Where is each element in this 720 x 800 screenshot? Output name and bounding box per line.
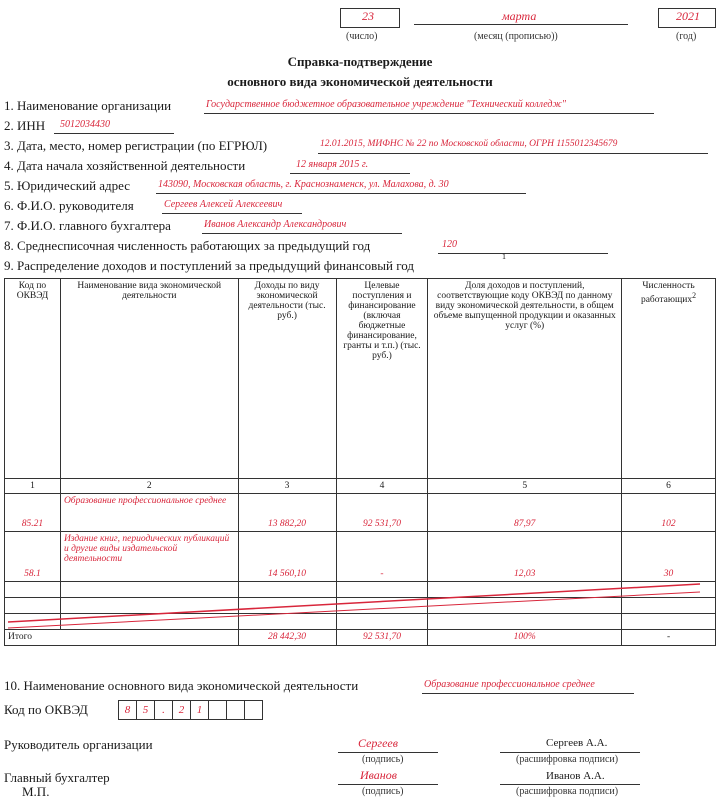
head-label: Руководитель организации: [4, 737, 153, 752]
okved-cell: 8: [118, 700, 137, 720]
header-income: Доходы по виду экономической деятельности (тыс. руб.): [238, 279, 336, 479]
day-value: 23: [362, 9, 374, 23]
accountant-decode-line: [500, 784, 640, 785]
okved-cell: [208, 700, 227, 720]
okved-cell: .: [154, 700, 173, 720]
field-1-label: 1. Наименование организации: [4, 98, 172, 113]
col-number: 3: [238, 479, 336, 494]
okved-cell: 2: [172, 700, 191, 720]
row-staff: 30: [622, 532, 716, 582]
stamp-label: М.П.: [22, 784, 50, 799]
accountant-label: Главный бухгалтер: [4, 770, 110, 785]
field-2-label: 2. ИНН: [4, 118, 46, 133]
row-share: 12,03: [428, 532, 622, 582]
row-target: -: [336, 532, 428, 582]
section-10-value: Образование профессиональное среднее: [424, 679, 595, 690]
col-number: 6: [622, 479, 716, 494]
field-7-value: Иванов Александр Александрович: [204, 219, 347, 230]
row-code: 58.1: [5, 532, 61, 582]
field-5-value: 143090, Московская область, г. Краснознаменск, ул. Малахова, д. 30: [158, 179, 449, 190]
page-title-line2: основного вида экономической деятельности: [227, 74, 493, 89]
field-5-label: 5. Юридический адрес: [4, 178, 131, 193]
field-6-label: 6. Ф.И.О. руководителя: [4, 198, 134, 213]
field-4-label: 4. Дата начала хозяйственной деятельности: [4, 158, 246, 173]
total-share: 100%: [428, 630, 622, 646]
year-caption: (год): [676, 31, 697, 42]
month-value: марта: [502, 9, 537, 23]
field-1-value: Государственное бюджетное образовательное учреждение "Технический колледж": [206, 99, 566, 110]
row-income: 14 560,10: [238, 532, 336, 582]
header-target: Целевые поступления и финансирование (включая бюджетные финансирование, гранты и т.п.) (тыс. руб.): [336, 279, 428, 479]
field-2-value: 5012034430: [60, 119, 110, 130]
okved-cell: [244, 700, 263, 720]
row-target: 92 531,70: [336, 494, 428, 532]
row-code: 85.21: [5, 494, 61, 532]
total-target: 92 531,70: [336, 630, 428, 646]
col-number: 2: [60, 479, 238, 494]
field-4-value: 12 января 2015 г.: [296, 159, 369, 170]
head-sign-line: [338, 752, 438, 753]
col-number: 1: [5, 479, 61, 494]
accountant-signature: Иванов: [360, 768, 397, 782]
section-9-label: 9. Распределение доходов и поступлений за предыдущий финансовый год: [4, 258, 414, 273]
field-6-value: Сергеев Алексей Алексеевич: [164, 199, 283, 210]
head-decode-line: [500, 752, 640, 753]
header-staff-footnote: 2: [692, 291, 697, 300]
row-staff: 102: [622, 494, 716, 532]
header-staff-label: Численность работающих: [640, 281, 695, 306]
accountant-sign-caption: (подпись): [362, 786, 404, 797]
field-8-label: 8. Среднесписочная численность работающих за предыдущий год: [4, 238, 371, 253]
row-income: 13 882,20: [238, 494, 336, 532]
day-caption: (число): [346, 31, 378, 42]
row-share: 87,97: [428, 494, 622, 532]
field-3-value: 12.01.2015, МИФНС № 22 по Московской области, ОГРН 1155012345679: [320, 139, 618, 149]
section-10-line: [422, 693, 634, 694]
year-value: 2021: [676, 9, 700, 23]
total-staff: -: [622, 630, 716, 646]
page-title-line1: Справка-подтверждение: [287, 54, 433, 69]
head-sign-caption: (подпись): [362, 754, 404, 765]
field-8-value: 120: [442, 239, 457, 250]
accountant-decode-caption: (расшифровка подписи): [516, 786, 619, 797]
col-number: 4: [336, 479, 428, 494]
field-7-label: 7. Ф.И.О. главного бухгалтера: [4, 218, 171, 233]
okved-cell: 5: [136, 700, 155, 720]
okved-cell: 1: [190, 700, 209, 720]
accountant-sign-line: [338, 784, 438, 785]
total-income: 28 442,30: [238, 630, 336, 646]
header-code: Код по ОКВЭД: [5, 279, 61, 479]
section-9-footnote: 1: [502, 252, 506, 261]
field-3-label: 3. Дата, место, номер регистрации (по ЕГРЮЛ): [4, 138, 268, 153]
header-name: Наименование вида экономической деятельности: [60, 279, 238, 479]
head-name: Сергеев А.А.: [546, 737, 608, 749]
okved-cell: [226, 700, 245, 720]
header-share: Доля доходов и поступлений, соответствующие коду ОКВЭД по данному виду экономической деятельности, в общем объеме выпущенной продукции и оказанных услуг (%): [428, 279, 622, 479]
row-name: Издание книг, периодических публикаций и другие виды издательской деятельности: [60, 532, 238, 582]
row-name: Образование профессиональное среднее: [60, 494, 238, 532]
head-decode-caption: (расшифровка подписи): [516, 754, 619, 765]
accountant-name: Иванов А.А.: [546, 770, 605, 782]
okved-label: Код по ОКВЭД: [4, 702, 88, 717]
col-number: 5: [428, 479, 622, 494]
head-signature: Сергеев: [358, 736, 398, 750]
month-caption: (месяц (прописью)): [474, 31, 558, 42]
section-10-label: 10. Наименование основного вида экономической деятельности: [4, 678, 359, 693]
total-label: Итого: [5, 630, 239, 646]
